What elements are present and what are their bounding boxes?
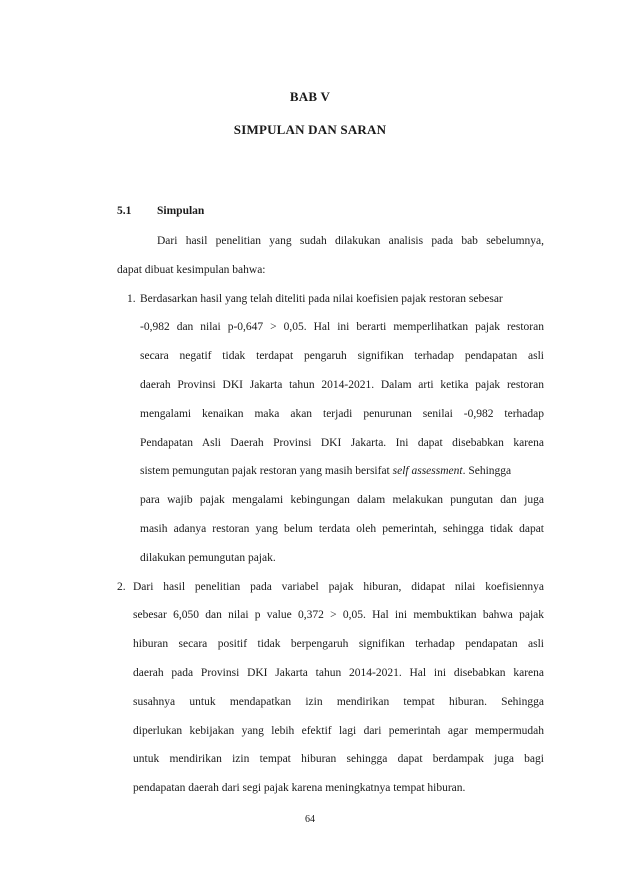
list-item-2-line: sebesar 6,050 dan nilai p value 0,372 > 0,05. Hal ini membuktikan bahwa pajak [133, 609, 544, 621]
intro-line-2: dapat dibuat kesimpulan bahwa: [117, 264, 266, 276]
section-heading [117, 205, 204, 217]
list-item-2-line: susahnya untuk mendapatkan izin mendirikan tempat hiburan. Sehingga [133, 696, 544, 708]
page-number: 64 [305, 814, 315, 825]
list-item-1-line: -0,982 dan nilai p-0,647 > 0,05. Hal ini berarti memperlihatkan pajak restoran [140, 321, 544, 333]
intro-line-1: Dari hasil penelitian yang sudah dilakukan analisis pada bab sebelumnya, [157, 235, 544, 247]
list-item-2-line: untuk mendirikan izin tempat hiburan sehingga dapat berdampak juga bagi [133, 753, 544, 765]
list-item-1-line: mengalami kenaikan maka akan terjadi penurunan senilai -0,982 terhadap [140, 408, 544, 420]
list-item-2-marker: 2. [117, 581, 126, 593]
list-item-1-line: masih adanya restoran yang belum terdata oleh pemerintah, sehingga tidak dapat [140, 523, 544, 535]
list-item-2-line: daerah pada Provinsi DKI Jakarta tahun 2014-2021. Hal ini disebabkan karena [133, 667, 544, 679]
list-item-1-line: daerah Provinsi DKI Jakarta tahun 2014-2021. Dalam arti ketika pajak restoran [140, 379, 544, 391]
list-item-2-line: hiburan secara positif tidak berpengaruh signifikan terhadap pendapatan asli [133, 638, 544, 650]
list-item-1-line: para wajib pajak mengalami kebingungan dalam melakukan pungutan dan juga [140, 494, 544, 506]
section-title: Simpulan [157, 205, 205, 217]
list-item-1-italic-term: self assessment [392, 465, 463, 477]
list-item-1-text: . Sehingga [462, 465, 512, 477]
list-item-1-line: dilakukan pemungutan pajak. [140, 552, 276, 564]
chapter-number: BAB V [289, 89, 331, 104]
list-item-1-text: sistem pemungutan pajak restoran yang masih bersifat [140, 465, 393, 477]
list-item-1-marker: 1. [127, 293, 136, 305]
section-number: 5.1 [117, 205, 132, 217]
list-item-1-line-emphasis [140, 464, 544, 478]
list-item-1-line: Pendapatan Asli Daerah Provinsi DKI Jakarta. Ini dapat disebabkan karena [140, 437, 544, 449]
list-item-2-line: Dari hasil penelitian pada variabel pajak hiburan, didapat nilai koefisiennya [133, 581, 544, 593]
list-item-1-line: secara negatif tidak terdapat pengaruh signifikan terhadap pendapatan asli [140, 350, 544, 362]
chapter-title: SIMPULAN DAN SARAN [233, 122, 387, 137]
list-item-1-line: Berdasarkan hasil yang telah diteliti pada nilai koefisien pajak restoran sebesar [140, 293, 503, 305]
list-item-2-line: diperlukan kebijakan yang lebih efektif lagi dari pemerintah agar mempermudah [133, 725, 544, 737]
list-item-2-line: pendapatan daerah dari segi pajak karena meningkatnya tempat hiburan. [133, 782, 466, 794]
